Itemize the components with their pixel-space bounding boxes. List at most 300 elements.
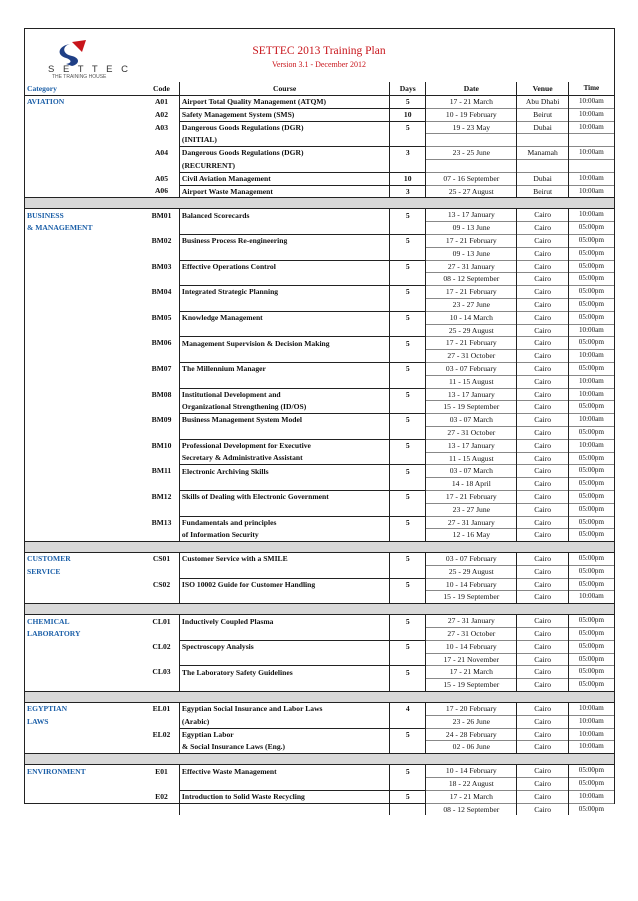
time-cell <box>568 159 614 172</box>
category-cell: CUSTOMER <box>27 554 71 564</box>
date-cell: 15 - 19 September <box>426 591 517 604</box>
category-cell <box>25 478 144 491</box>
days-cell <box>390 375 426 388</box>
time-cell: 10:00am <box>568 324 614 337</box>
code-cell <box>144 803 179 815</box>
days-cell: 4 <box>390 703 426 716</box>
code-cell <box>144 247 179 260</box>
code-cell <box>144 715 179 728</box>
separator-cell <box>25 692 614 703</box>
days-cell <box>390 401 426 414</box>
course-cell: & Social Insurance Laws (Eng.) <box>179 741 389 754</box>
time-cell: 05:00pm <box>568 401 614 414</box>
separator-cell <box>25 754 614 765</box>
course-cell <box>179 591 389 604</box>
course-cell: Egyptian Social Insurance and Labor Laws <box>179 703 389 716</box>
course-cell: Airport Total Quality Management (ATQM) <box>179 96 389 109</box>
table-row <box>25 679 614 692</box>
time-cell: 05:00pm <box>568 362 614 375</box>
course-cell <box>179 324 389 337</box>
course-cell: Spectroscopy Analysis <box>179 640 389 653</box>
category-cell <box>25 350 144 363</box>
date-cell: 23 - 27 June <box>426 298 517 311</box>
course-cell <box>179 778 389 791</box>
category-cell <box>25 426 144 439</box>
time-cell: 05:00pm <box>568 653 614 666</box>
code-cell: CS01 <box>152 554 171 564</box>
table-row <box>25 147 614 160</box>
course-cell: Management Supervision & Decision Making <box>179 337 389 350</box>
days-cell <box>390 247 426 260</box>
days-cell: 5 <box>390 286 426 299</box>
time-cell: 05:00pm <box>568 803 614 815</box>
table-row <box>25 96 614 109</box>
days-cell: 5 <box>390 790 426 803</box>
days-cell <box>390 565 426 578</box>
code-cell <box>144 350 179 363</box>
category-cell <box>25 653 144 666</box>
section-separator <box>25 692 614 703</box>
course-cell: Effective Waste Management <box>179 765 389 778</box>
category-cell <box>25 260 144 273</box>
category-cell <box>25 529 144 542</box>
date-cell: 27 - 31 January <box>426 516 517 529</box>
venue-cell: Cairo <box>517 337 568 350</box>
venue-cell: Dubai <box>517 121 568 134</box>
time-cell: 05:00pm <box>568 516 614 529</box>
time-cell: 05:00pm <box>568 452 614 465</box>
venue-cell: Cairo <box>517 401 568 414</box>
header-time: Time <box>568 82 614 96</box>
venue-cell <box>517 134 568 147</box>
venue-cell: Cairo <box>517 628 568 641</box>
code-cell: BM12 <box>151 491 172 501</box>
code-cell <box>144 778 179 791</box>
date-cell: 17 - 21 March <box>426 666 517 679</box>
venue-cell: Cairo <box>517 209 568 222</box>
date-cell: 27 - 31 January <box>426 260 517 273</box>
venue-cell: Cairo <box>517 778 568 791</box>
days-cell: 5 <box>390 311 426 324</box>
date-cell: 17 - 20 February <box>426 703 517 716</box>
date-cell: 08 - 12 September <box>426 803 517 815</box>
code-cell: BM03 <box>151 261 172 271</box>
course-cell: Secretary & Administrative Assistant <box>179 452 389 465</box>
category-cell: & MANAGEMENT <box>27 223 93 233</box>
days-cell: 5 <box>390 490 426 503</box>
venue-cell: Cairo <box>517 414 568 427</box>
category-cell <box>25 414 144 427</box>
course-cell: Dangerous Goods Regulations (DGR) <box>179 121 389 134</box>
venue-cell: Abu Dhabi <box>517 96 568 109</box>
code-cell: BM07 <box>151 363 172 373</box>
venue-cell: Cairo <box>517 703 568 716</box>
table-row <box>25 503 614 516</box>
time-cell: 05:00pm <box>568 529 614 542</box>
course-cell: Safety Management System (SMS) <box>179 108 389 121</box>
date-cell: 03 - 07 March <box>426 414 517 427</box>
days-cell <box>390 159 426 172</box>
table-row <box>25 426 614 439</box>
course-cell: Business Process Re-engineering <box>179 234 389 247</box>
code-cell <box>144 273 179 286</box>
course-cell <box>179 350 389 363</box>
venue-cell: Cairo <box>517 388 568 401</box>
time-cell: 05:00pm <box>568 565 614 578</box>
table-row <box>25 578 614 591</box>
venue-cell: Cairo <box>517 439 568 452</box>
date-cell: 14 - 18 April <box>426 478 517 491</box>
date-cell: 27 - 31 October <box>426 628 517 641</box>
time-cell: 05:00pm <box>568 679 614 692</box>
days-cell: 5 <box>390 439 426 452</box>
code-cell <box>144 401 179 414</box>
page-subtitle: Version 3.1 - December 2012 <box>272 60 366 69</box>
days-cell <box>390 715 426 728</box>
course-cell: of Information Security <box>179 529 389 542</box>
category-cell <box>25 172 144 185</box>
date-cell: 02 - 06 June <box>426 741 517 754</box>
code-cell <box>144 134 179 147</box>
table-row <box>25 234 614 247</box>
time-cell: 05:00pm <box>568 234 614 247</box>
category-cell: SERVICE <box>27 566 61 576</box>
table-row <box>25 666 614 679</box>
days-cell <box>390 350 426 363</box>
date-cell: 23 - 26 June <box>426 715 517 728</box>
category-cell <box>25 578 144 591</box>
course-cell: Electronic Archiving Skills <box>179 465 389 478</box>
code-cell: BM13 <box>151 517 172 527</box>
course-cell <box>179 426 389 439</box>
table-row <box>25 414 614 427</box>
days-cell <box>390 273 426 286</box>
course-cell: Organizational Strengthening (ID/OS) <box>179 401 389 414</box>
header-category: Category <box>25 82 144 96</box>
course-cell <box>179 803 389 815</box>
code-cell: A04 <box>154 148 169 158</box>
date-cell: 08 - 12 September <box>426 273 517 286</box>
table-row <box>25 350 614 363</box>
header-course: Course <box>179 82 389 96</box>
days-cell: 5 <box>390 96 426 109</box>
category-cell: ENVIRONMENT <box>27 766 86 776</box>
date-cell <box>426 134 517 147</box>
code-cell <box>144 679 179 692</box>
venue-cell: Cairo <box>517 465 568 478</box>
code-cell: E02 <box>155 791 168 801</box>
days-cell: 5 <box>390 234 426 247</box>
category-cell: LAWS <box>27 716 49 726</box>
table-row <box>25 803 614 815</box>
code-cell: BM10 <box>151 440 172 450</box>
category-cell <box>25 679 144 692</box>
course-cell <box>179 565 389 578</box>
code-cell <box>144 452 179 465</box>
table-row <box>25 703 614 716</box>
course-cell: Dangerous Goods Regulations (DGR) <box>179 147 389 160</box>
days-cell <box>390 591 426 604</box>
code-cell: CL03 <box>152 667 171 677</box>
time-cell: 10:00am <box>568 715 614 728</box>
days-cell <box>390 134 426 147</box>
venue-cell: Cairo <box>517 803 568 815</box>
time-cell: 05:00pm <box>568 260 614 273</box>
time-cell: 10:00am <box>568 439 614 452</box>
days-cell <box>390 803 426 815</box>
venue-cell: Cairo <box>517 426 568 439</box>
code-cell: BM05 <box>151 312 172 322</box>
category-cell <box>25 273 144 286</box>
time-cell: 10:00am <box>568 728 614 741</box>
time-cell: 05:00pm <box>568 490 614 503</box>
date-cell: 25 - 27 August <box>426 185 517 198</box>
category-cell: AVIATION <box>27 97 65 107</box>
category-cell <box>25 134 144 147</box>
code-cell <box>144 426 179 439</box>
time-cell: 05:00pm <box>568 640 614 653</box>
time-cell: 05:00pm <box>568 765 614 778</box>
header-date: Date <box>426 82 517 96</box>
date-cell: 13 - 17 January <box>426 439 517 452</box>
venue-cell: Cairo <box>517 375 568 388</box>
venue-cell: Cairo <box>517 728 568 741</box>
venue-cell: Beirut <box>517 108 568 121</box>
code-cell: BM09 <box>151 415 172 425</box>
date-cell: 07 - 16 September <box>426 172 517 185</box>
table-row <box>25 565 614 578</box>
time-cell: 05:00pm <box>568 465 614 478</box>
course-cell: The Millennium Manager <box>179 362 389 375</box>
date-cell: 27 - 31 October <box>426 426 517 439</box>
course-cell: Introduction to Solid Waste Recycling <box>179 790 389 803</box>
header-code: Code <box>144 82 179 96</box>
category-cell <box>25 503 144 516</box>
venue-cell: Cairo <box>517 679 568 692</box>
code-cell <box>144 529 179 542</box>
table-row <box>25 765 614 778</box>
table-row <box>25 728 614 741</box>
date-cell: 23 - 25 June <box>426 147 517 160</box>
code-cell <box>144 591 179 604</box>
course-cell: Civil Aviation Management <box>179 172 389 185</box>
category-cell <box>25 247 144 260</box>
course-cell: Institutional Development and <box>179 388 389 401</box>
date-cell: 13 - 17 January <box>426 209 517 222</box>
date-cell: 10 - 19 February <box>426 108 517 121</box>
days-cell: 3 <box>390 185 426 198</box>
category-cell <box>25 298 144 311</box>
venue-cell: Cairo <box>517 350 568 363</box>
course-cell: Inductively Coupled Plasma <box>179 615 389 628</box>
code-cell: E01 <box>155 766 168 776</box>
time-cell: 10:00am <box>568 185 614 198</box>
days-cell: 5 <box>390 765 426 778</box>
venue-cell: Cairo <box>517 478 568 491</box>
table-row <box>25 172 614 185</box>
table-row <box>25 439 614 452</box>
date-cell: 13 - 17 January <box>426 388 517 401</box>
code-cell: BM08 <box>151 389 172 399</box>
date-cell: 11 - 15 August <box>426 452 517 465</box>
table-row <box>25 388 614 401</box>
category-cell <box>25 375 144 388</box>
date-cell: 15 - 19 September <box>426 679 517 692</box>
course-cell: Balanced Scorecards <box>179 209 389 222</box>
page-title: SETTEC 2013 Training Plan <box>252 45 386 57</box>
section-separator <box>25 754 614 765</box>
table-row <box>25 324 614 337</box>
table-row <box>25 362 614 375</box>
venue-cell: Cairo <box>517 503 568 516</box>
table-row <box>25 628 614 641</box>
code-cell <box>144 298 179 311</box>
venue-cell: Cairo <box>517 516 568 529</box>
table-row <box>25 108 614 121</box>
code-cell: BM11 <box>151 466 172 476</box>
time-cell: 10:00am <box>568 121 614 134</box>
category-cell <box>25 591 144 604</box>
separator-cell <box>25 198 614 209</box>
date-cell: 03 - 07 February <box>426 362 517 375</box>
category-cell <box>25 728 144 741</box>
venue-cell: Cairo <box>517 490 568 503</box>
venue-cell: Manamah <box>517 147 568 160</box>
table-row <box>25 615 614 628</box>
code-cell: CS02 <box>152 579 171 589</box>
course-cell: (RECURRENT) <box>179 159 389 172</box>
code-cell: BM04 <box>151 287 172 297</box>
days-cell <box>390 324 426 337</box>
code-cell: CL02 <box>152 641 171 651</box>
days-cell: 5 <box>390 640 426 653</box>
venue-cell: Cairo <box>517 452 568 465</box>
category-cell <box>25 778 144 791</box>
venue-cell: Cairo <box>517 741 568 754</box>
code-cell <box>144 159 179 172</box>
code-cell <box>144 741 179 754</box>
days-cell: 5 <box>390 362 426 375</box>
table-row <box>25 778 614 791</box>
time-cell: 05:00pm <box>568 578 614 591</box>
category-cell <box>25 401 144 414</box>
category-cell <box>25 640 144 653</box>
code-cell: EL02 <box>152 729 171 739</box>
category-cell <box>25 452 144 465</box>
date-cell: 17 - 21 March <box>426 790 517 803</box>
date-cell: 17 - 21 February <box>426 234 517 247</box>
table-row <box>25 260 614 273</box>
date-cell: 17 - 21 November <box>426 653 517 666</box>
table-row <box>25 401 614 414</box>
course-cell: (Arabic) <box>179 715 389 728</box>
course-cell: Professional Development for Executive <box>179 439 389 452</box>
category-cell <box>25 803 144 815</box>
course-cell: Effective Operations Control <box>179 260 389 273</box>
date-cell: 18 - 22 August <box>426 778 517 791</box>
category-cell <box>25 324 144 337</box>
date-cell: 19 - 23 May <box>426 121 517 134</box>
days-cell: 5 <box>390 465 426 478</box>
code-cell: BM06 <box>151 338 172 348</box>
code-cell <box>144 375 179 388</box>
venue-cell: Cairo <box>517 565 568 578</box>
date-cell: 27 - 31 October <box>426 350 517 363</box>
date-cell: 15 - 19 September <box>426 401 517 414</box>
table-row <box>25 273 614 286</box>
code-cell: BM02 <box>151 235 172 245</box>
time-cell: 10:00am <box>568 350 614 363</box>
course-cell: Skills of Dealing with Electronic Government <box>179 490 389 503</box>
date-cell: 10 - 14 March <box>426 311 517 324</box>
time-cell: 05:00pm <box>568 503 614 516</box>
course-cell <box>179 503 389 516</box>
table-header-row <box>25 82 614 96</box>
course-cell: Fundamentals and principles <box>179 516 389 529</box>
venue-cell: Cairo <box>517 653 568 666</box>
time-cell: 10:00am <box>568 741 614 754</box>
category-cell <box>25 439 144 452</box>
date-cell: 17 - 21 February <box>426 286 517 299</box>
venue-cell: Dubai <box>517 172 568 185</box>
date-cell: 25 - 29 August <box>426 324 517 337</box>
venue-cell: Cairo <box>517 324 568 337</box>
course-cell <box>179 628 389 641</box>
code-cell <box>144 565 179 578</box>
table-row <box>25 247 614 260</box>
venue-cell: Cairo <box>517 529 568 542</box>
days-cell <box>390 679 426 692</box>
date-cell: 24 - 28 February <box>426 728 517 741</box>
table-row <box>25 490 614 503</box>
days-cell <box>390 222 426 235</box>
days-cell: 5 <box>390 666 426 679</box>
venue-cell: Cairo <box>517 286 568 299</box>
date-cell: 03 - 07 February <box>426 553 517 566</box>
days-cell <box>390 478 426 491</box>
category-cell <box>25 465 144 478</box>
venue-cell: Cairo <box>517 362 568 375</box>
days-cell: 5 <box>390 121 426 134</box>
code-cell: A06 <box>154 186 169 196</box>
course-cell: Airport Waste Management <box>179 185 389 198</box>
table-row <box>25 134 614 147</box>
table-row <box>25 209 614 222</box>
time-cell: 05:00pm <box>568 337 614 350</box>
category-cell <box>25 185 144 198</box>
venue-cell: Cairo <box>517 765 568 778</box>
time-cell: 05:00pm <box>568 478 614 491</box>
category-cell <box>25 337 144 350</box>
days-cell <box>390 426 426 439</box>
time-cell: 10:00am <box>568 147 614 160</box>
header-days: Days <box>390 82 426 96</box>
time-cell: 10:00am <box>568 591 614 604</box>
table-row <box>25 465 614 478</box>
course-cell <box>179 679 389 692</box>
time-cell: 05:00pm <box>568 666 614 679</box>
header-venue: Venue <box>517 82 568 96</box>
venue-cell: Cairo <box>517 715 568 728</box>
time-cell: 10:00am <box>568 703 614 716</box>
days-cell <box>390 778 426 791</box>
venue-cell: Beirut <box>517 185 568 198</box>
days-cell <box>390 298 426 311</box>
category-cell <box>25 159 144 172</box>
category-cell <box>25 741 144 754</box>
course-cell: Knowledge Management <box>179 311 389 324</box>
separator-cell <box>25 542 614 553</box>
